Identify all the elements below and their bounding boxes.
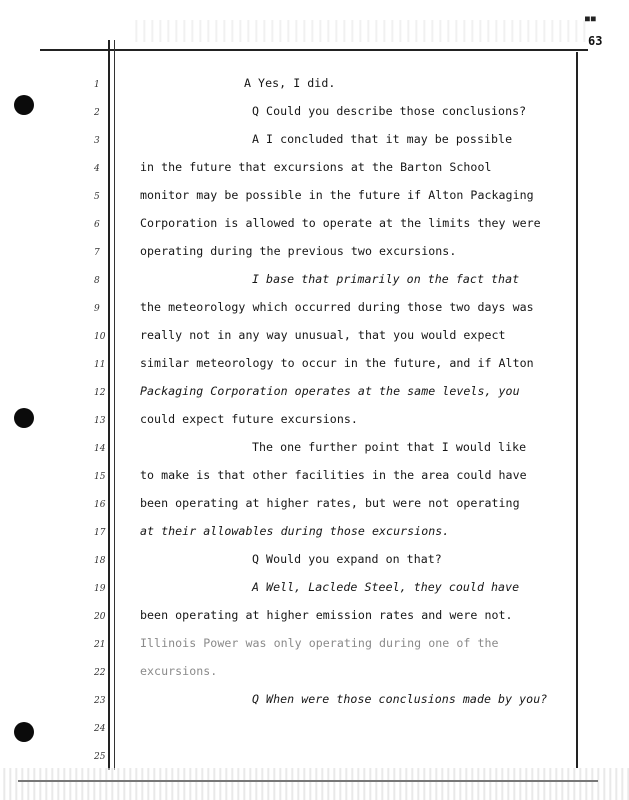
transcript-line: A Well, Laclede Steel, they could have	[252, 580, 520, 594]
transcript-line: Q Would you expand on that?	[252, 552, 442, 566]
top-rule	[40, 49, 588, 51]
transcript-line: could expect future excursions.	[140, 412, 358, 426]
bottom-rule	[18, 780, 598, 782]
line-number: 25	[94, 752, 106, 762]
line-number: 11	[94, 360, 106, 370]
binder-hole	[14, 95, 34, 115]
line-number: 4	[94, 164, 100, 174]
line-number: 19	[94, 584, 106, 594]
line-number: 5	[94, 192, 100, 202]
page-number: 63	[588, 34, 603, 48]
line-number: 18	[94, 556, 106, 566]
line-number: 23	[94, 696, 106, 706]
line-number: 22	[94, 668, 106, 678]
line-number: 12	[94, 388, 106, 398]
line-number: 6	[94, 220, 100, 230]
line-number: 10	[94, 332, 106, 342]
transcript-line: Packaging Corporation operates at the same levels, you	[140, 384, 520, 398]
transcript-line: excursions.	[140, 664, 218, 678]
transcript-line: I base that primarily on the fact that	[252, 272, 520, 286]
scan-noise-top	[130, 20, 590, 42]
line-number: 7	[94, 248, 100, 258]
transcript-line: similar meteorology to occur in the future, and if Alton	[140, 356, 534, 370]
right-margin-rule	[576, 52, 578, 768]
line-number: 20	[94, 612, 106, 622]
line-number: 2	[94, 108, 100, 118]
line-number: 21	[94, 640, 106, 650]
transcript-line: operating during the previous two excursions.	[140, 244, 457, 258]
line-number: 16	[94, 500, 106, 510]
transcript-line: A Yes, I did.	[244, 76, 336, 90]
scan-noise-bottom	[0, 768, 629, 800]
transcript-line: really not in any way unusual, that you would expect	[140, 328, 506, 342]
line-number: 17	[94, 528, 106, 538]
left-margin-rule	[108, 40, 110, 770]
transcript-line: Q Could you describe those conclusions?	[252, 104, 527, 118]
line-number: 24	[94, 724, 106, 734]
transcript-line: The one further point that I would like	[252, 440, 527, 454]
line-number: 8	[94, 276, 100, 286]
transcript-line: been operating at higher rates, but were not operating	[140, 496, 520, 510]
transcript-line: Q When were those conclusions made by you?	[252, 692, 548, 706]
transcript-line: been operating at higher emission rates and were not.	[140, 608, 513, 622]
transcript-line: in the future that excursions at the Barton School	[140, 160, 492, 174]
line-number: 13	[94, 416, 106, 426]
left-margin-rule-inner	[114, 40, 115, 770]
line-number: 14	[94, 444, 106, 454]
transcript-line: Corporation is allowed to operate at the limits they were	[140, 216, 541, 230]
transcript-line: Illinois Power was only operating during one of the	[140, 636, 499, 650]
transcript-line: at their allowables during those excursions.	[140, 524, 450, 538]
transcript-line: monitor may be possible in the future if Alton Packaging	[140, 188, 534, 202]
line-number: 1	[94, 80, 100, 90]
line-number: 3	[94, 136, 100, 146]
transcript-line: the meteorology which occurred during those two days was	[140, 300, 534, 314]
binder-hole	[14, 408, 34, 428]
line-number: 9	[94, 304, 100, 314]
top-marks: ■■	[585, 14, 597, 23]
transcript-line: A I concluded that it may be possible	[252, 132, 513, 146]
line-number: 15	[94, 472, 106, 482]
transcript-line: to make is that other facilities in the area could have	[140, 468, 527, 482]
binder-hole	[14, 722, 34, 742]
